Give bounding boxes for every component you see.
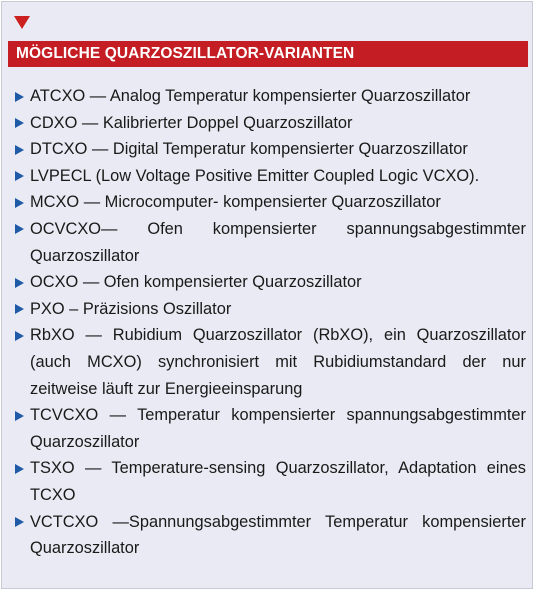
list-item-text: ATCXO — Analog Temperatur kompensierter Quarzoszillator [30, 87, 471, 105]
list-item-text: TCVCXO — Temperatur kompensierter spannungsabgestimmter Quarzoszillator [30, 406, 526, 451]
triangle-right-icon [15, 118, 24, 128]
list-item [14, 269, 526, 296]
triangle-right-icon [15, 464, 24, 474]
list-item-text: TSXO — Temperature-sensing Quarzoszillator, Adaptation eines TCXO [30, 459, 526, 504]
triangle-right-icon [15, 278, 24, 288]
list-item-text: LVPECL (Low Voltage Positive Emitter Coupled Logic VCXO). [30, 166, 480, 185]
list-item [14, 136, 526, 163]
list-item [14, 216, 526, 269]
list-item [14, 402, 526, 455]
list-item [14, 110, 526, 137]
variant-list [14, 83, 526, 562]
list-item-text: OCXO — Ofen kompensierter Quarzoszillator [30, 273, 362, 292]
triangle-right-icon [15, 198, 24, 208]
list-item [14, 83, 526, 110]
list-item [14, 455, 526, 508]
list-item-text: DTCXO — Digital Temperatur kompensierter Quarzoszillator [30, 140, 468, 159]
triangle-right-icon [15, 171, 24, 181]
triangle-right-icon [15, 411, 24, 421]
list-item [14, 189, 526, 216]
list-item-text: RbXO — Rubidium Quarzoszillator (RbXO), ein Quarzoszillator (auch MCXO) synchronisiert mit Rubidiumstandard der nur zeitweise läuft zur Energieeinsparung [30, 326, 526, 398]
info-box [1, 1, 533, 589]
triangle-down-icon [14, 16, 30, 29]
triangle-right-icon [15, 92, 24, 102]
list-item-text: CDXO — Kalibrierter Doppel Quarzoszillator [30, 113, 353, 132]
box-header: MÖGLICHE QUARZOSZILLATOR-VARIANTEN [8, 41, 528, 67]
triangle-right-icon [15, 145, 24, 155]
list-item-text: OCVCXO— Ofen kompensierter spannungsabgestimmter Quarzoszillator [30, 219, 526, 265]
triangle-right-icon [15, 331, 24, 341]
list-item [14, 163, 526, 190]
list-item-text: MCXO — Microcomputer- kompensierter Quarzoszillator [30, 193, 441, 212]
list-item-text: VCTCXO —Spannungsabgestimmter Temperatur kompensierter Quarzoszillator [30, 512, 526, 558]
triangle-right-icon [15, 517, 24, 527]
list-item [14, 296, 526, 323]
list-item [14, 322, 526, 402]
triangle-right-icon [15, 224, 24, 234]
list-item-text: PXO – Präzisions Oszillator [30, 299, 232, 318]
triangle-right-icon [15, 304, 24, 314]
list-item [14, 509, 526, 562]
